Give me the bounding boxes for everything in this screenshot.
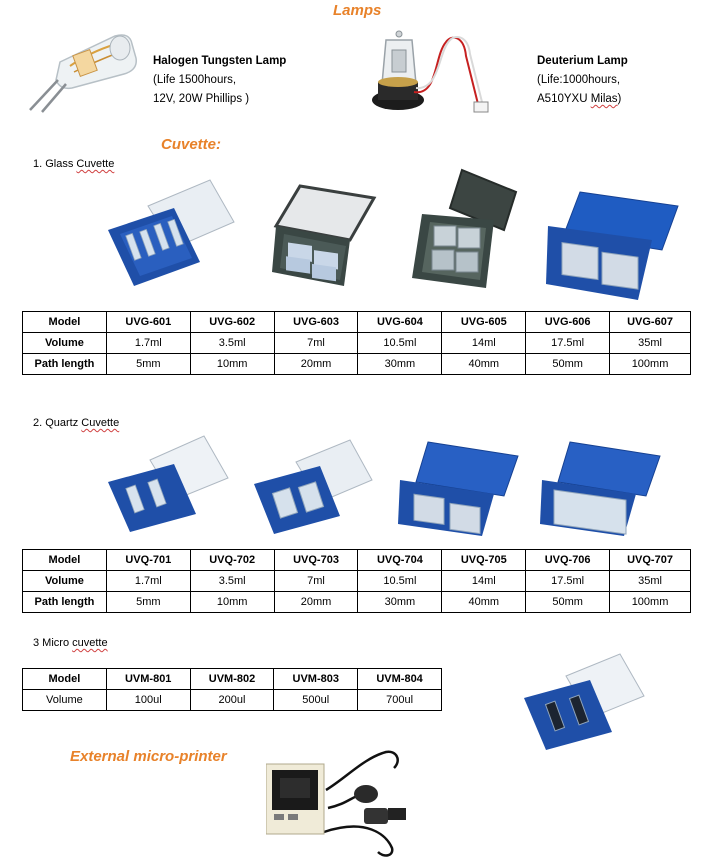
- table-cell: UVQ-705: [442, 550, 526, 571]
- table-cell: 17.5ml: [526, 333, 610, 354]
- path-length-header: Path length: [23, 354, 107, 375]
- micro-cuvette-table: [22, 668, 442, 711]
- glass-cuvette-label-word: Cuvette: [76, 158, 115, 170]
- glass-cuvette-table: [22, 311, 691, 375]
- deuterium-lamp-life: (Life:1000hours,: [537, 74, 621, 86]
- model-header: Model: [23, 312, 107, 333]
- table-cell: UVG-605: [442, 312, 526, 333]
- quartz-cuvette-image-1: [104, 434, 230, 534]
- table-cell: 10mm: [190, 354, 274, 375]
- table-cell: 20mm: [274, 592, 358, 613]
- model-header: Model: [23, 669, 107, 690]
- printer-title: External micro-printer: [70, 748, 227, 765]
- table-row: [23, 669, 442, 690]
- table-cell: 14ml: [442, 571, 526, 592]
- table-cell: 35ml: [610, 333, 691, 354]
- micro-cuvette-label-text: 3 Micro: [33, 637, 73, 649]
- table-cell: UVQ-704: [358, 550, 442, 571]
- quartz-cuvette-image-4: [540, 438, 664, 538]
- quartz-cuvette-label-word: Cuvette: [81, 417, 120, 429]
- table-row: [23, 354, 691, 375]
- table-cell: 14ml: [442, 333, 526, 354]
- micro-printer-image: [266, 748, 416, 860]
- table-cell: 30mm: [358, 592, 442, 613]
- deuterium-lamp-model: A510YXU: [537, 93, 591, 105]
- quartz-cuvette-table: [22, 549, 691, 613]
- micro-cuvette-label-word: cuvette: [72, 637, 108, 649]
- table-row: [23, 550, 691, 571]
- table-cell: 700ul: [358, 690, 442, 711]
- micro-cuvette-label: [33, 637, 108, 649]
- table-cell: UVM-803: [274, 669, 358, 690]
- quartz-cuvette-image-3: [398, 438, 522, 538]
- deuterium-lamp-paren: ): [617, 93, 622, 105]
- table-cell: 50mm: [526, 592, 610, 613]
- deuterium-lamp-info: [537, 52, 628, 109]
- halogen-lamp-info: [153, 52, 286, 109]
- halogen-lamp-life: (Life 1500hours,: [153, 74, 237, 86]
- table-cell: UVG-607: [610, 312, 691, 333]
- table-cell: UVQ-703: [274, 550, 358, 571]
- table-cell: UVQ-701: [106, 550, 190, 571]
- table-cell: 1.7ml: [106, 333, 190, 354]
- table-cell: 10mm: [190, 592, 274, 613]
- table-cell: 40mm: [442, 354, 526, 375]
- table-cell: UVG-602: [190, 312, 274, 333]
- deuterium-lamp-name: Deuterium Lamp: [537, 55, 628, 67]
- quartz-cuvette-image-2: [250, 438, 374, 538]
- glass-cuvette-image-2: [270, 182, 382, 292]
- volume-header: Volume: [23, 333, 107, 354]
- table-cell: 10.5ml: [358, 571, 442, 592]
- deuterium-lamp-image: [368, 26, 508, 118]
- table-cell: 7ml: [274, 571, 358, 592]
- table-row: [23, 333, 691, 354]
- table-cell: 1.7ml: [106, 571, 190, 592]
- table-cell: 5mm: [106, 354, 190, 375]
- cuvette-title: Cuvette:: [161, 136, 222, 153]
- table-cell: UVM-801: [106, 669, 190, 690]
- deuterium-lamp-spec: [537, 90, 628, 109]
- table-row: [23, 571, 691, 592]
- table-cell: 40mm: [442, 592, 526, 613]
- micro-cuvette-image: [520, 652, 646, 752]
- table-cell: 5mm: [106, 592, 190, 613]
- table-cell: 100ul: [106, 690, 190, 711]
- lamps-title: Lamps: [333, 2, 382, 19]
- table-cell: 3.5ml: [190, 571, 274, 592]
- glass-cuvette-label: [33, 158, 114, 170]
- table-cell: 200ul: [190, 690, 274, 711]
- table-cell: 10.5ml: [358, 333, 442, 354]
- volume-header: Volume: [23, 571, 107, 592]
- table-row: [23, 312, 691, 333]
- table-cell: UVG-604: [358, 312, 442, 333]
- halogen-lamp-image: [20, 22, 140, 114]
- table-cell: 100mm: [610, 592, 691, 613]
- table-cell: UVG-603: [274, 312, 358, 333]
- table-cell: UVQ-707: [610, 550, 691, 571]
- path-length-header: Path length: [23, 592, 107, 613]
- table-cell: 3.5ml: [190, 333, 274, 354]
- table-cell: UVG-601: [106, 312, 190, 333]
- table-row: [23, 592, 691, 613]
- table-cell: 35ml: [610, 571, 691, 592]
- table-cell: UVG-606: [526, 312, 610, 333]
- model-header: Model: [23, 550, 107, 571]
- halogen-lamp-spec: 12V, 20W Phillips ): [153, 93, 250, 105]
- table-cell: UVM-804: [358, 669, 442, 690]
- quartz-cuvette-label-text: 2. Quartz: [33, 417, 82, 429]
- glass-cuvette-image-1: [100, 178, 240, 288]
- deuterium-lamp-brand: Milas: [590, 93, 618, 105]
- table-cell: 7ml: [274, 333, 358, 354]
- table-cell: UVQ-702: [190, 550, 274, 571]
- table-cell: 50mm: [526, 354, 610, 375]
- table-cell: 30mm: [358, 354, 442, 375]
- table-cell: UVM-802: [190, 669, 274, 690]
- quartz-cuvette-label: [33, 417, 119, 429]
- table-cell: 100mm: [610, 354, 691, 375]
- table-cell: 500ul: [274, 690, 358, 711]
- table-cell: UVQ-706: [526, 550, 610, 571]
- table-row: [23, 690, 442, 711]
- table-cell: 20mm: [274, 354, 358, 375]
- glass-cuvette-image-3: [406, 168, 518, 294]
- table-cell: 17.5ml: [526, 571, 610, 592]
- glass-cuvette-image-4: [544, 186, 686, 302]
- halogen-lamp-name: Halogen Tungsten Lamp: [153, 55, 287, 67]
- volume-header: Volume: [23, 690, 107, 711]
- glass-cuvette-label-text: 1. Glass: [33, 158, 77, 170]
